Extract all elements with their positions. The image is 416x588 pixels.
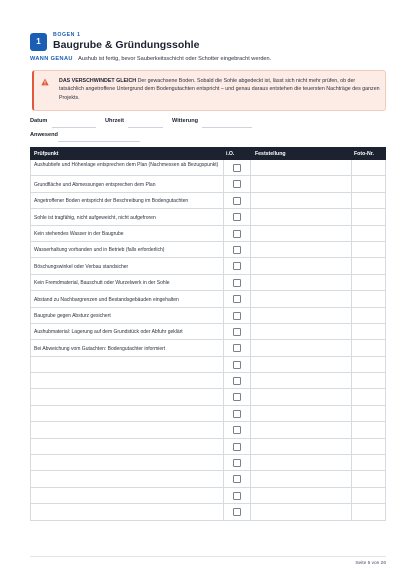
witterung-label: Witterung [172, 118, 199, 124]
io-checkbox[interactable] [233, 213, 241, 221]
io-cell [224, 406, 251, 421]
feststellung-cell[interactable] [251, 340, 352, 355]
uhrzeit-field[interactable] [128, 127, 163, 128]
pruefpunkt-text: Baugrube gegen Absturz gesichert [34, 313, 111, 320]
feststellung-cell[interactable] [251, 389, 352, 404]
io-cell [224, 242, 251, 257]
table-row [30, 176, 386, 192]
pruefpunkt-cell [31, 308, 224, 323]
pruefpunkt-cell [31, 504, 224, 519]
io-checkbox[interactable] [233, 295, 241, 303]
pruefpunkt-cell [31, 488, 224, 503]
io-checkbox[interactable] [233, 164, 241, 172]
io-checkbox[interactable] [233, 443, 241, 451]
io-checkbox[interactable] [233, 475, 241, 483]
io-cell [224, 258, 251, 273]
table-row [30, 406, 386, 422]
col-foto: Foto-Nr. [354, 151, 374, 157]
pruefpunkt-cell [31, 291, 224, 306]
table-row [30, 455, 386, 471]
io-cell [224, 504, 251, 519]
io-checkbox[interactable] [233, 246, 241, 254]
warning-heading: DAS VERSCHWINDET GLEICH [59, 78, 137, 84]
table-row [30, 275, 386, 291]
io-cell [224, 324, 251, 339]
table-row [30, 389, 386, 405]
datum-label: Datum [30, 118, 48, 124]
meta-fields [30, 118, 386, 142]
io-cell [224, 176, 251, 191]
section-kicker: BOGEN 1 [53, 32, 81, 38]
io-cell [224, 357, 251, 372]
when-line [30, 56, 271, 62]
io-checkbox[interactable] [233, 230, 241, 238]
pruefpunkt-text: Sohle ist tragfähig, nicht aufgeweicht, nicht aufgefroren [34, 214, 156, 221]
io-cell [224, 471, 251, 486]
pruefpunkt-cell [31, 209, 224, 224]
table-row [30, 308, 386, 324]
when-text: Aushub ist fertig, bevor Sauberkeitsschicht oder Schotter eingebracht werden. [78, 56, 272, 62]
pruefpunkt-cell [31, 455, 224, 470]
io-cell [224, 193, 251, 208]
table-row [30, 193, 386, 209]
table-row [30, 258, 386, 274]
footer-divider [30, 556, 386, 557]
pruefpunkt-text: Kein Fremdmaterial, Bauschutt oder Wurzelwerk in der Sohle [34, 280, 170, 287]
io-checkbox[interactable] [233, 197, 241, 205]
io-cell [224, 373, 251, 388]
table-row [30, 373, 386, 389]
feststellung-cell[interactable] [251, 275, 352, 290]
section-header [30, 30, 386, 56]
feststellung-cell[interactable] [251, 357, 352, 372]
warning-body: Der gewachsene Boden. Sobald die Sohle abgedeckt ist, lässt sich nicht mehr prüfen, ob der tatsächlich angetroffene Untergrund dem Bodengutachten entspricht – und genau daraus entstehen die teuersten Nachträge des ganzen Projekts. [59, 78, 380, 101]
datum-field[interactable] [52, 127, 96, 128]
pruefpunkt-cell [31, 406, 224, 421]
io-cell [224, 455, 251, 470]
io-cell [224, 275, 251, 290]
pruefpunkt-cell [31, 373, 224, 388]
col-pruefpunkt: Prüfpunkt [34, 151, 59, 157]
io-checkbox[interactable] [233, 361, 241, 369]
section-number-badge: 1 [30, 33, 47, 51]
io-checkbox[interactable] [233, 426, 241, 434]
pruefpunkt-text: Aushubmaterial: Lagerung auf dem Grundstück oder Abfuhr geklärt [34, 329, 183, 336]
io-checkbox[interactable] [233, 312, 241, 320]
io-cell [224, 308, 251, 323]
io-cell [224, 488, 251, 503]
page-number: Seite 5 von 26 [355, 561, 386, 566]
warning-text [59, 77, 381, 102]
pruefpunkt-cell [31, 340, 224, 355]
io-checkbox[interactable] [233, 393, 241, 401]
table-row [30, 504, 386, 520]
feststellung-cell[interactable] [251, 291, 352, 306]
pruefpunkt-text: Aushubtiefe und Höhenlage entsprechen dem Plan (Nachmessen ab Bezugspunkt) [34, 161, 219, 168]
feststellung-cell[interactable] [251, 488, 352, 503]
io-cell [224, 160, 251, 175]
table-row [30, 439, 386, 455]
pruefpunkt-text: Böschungswinkel oder Verbau standsicher [34, 263, 129, 270]
pruefpunkt-cell [31, 275, 224, 290]
page-title: Baugrube & Gründungssohle [53, 39, 200, 51]
feststellung-cell[interactable] [251, 193, 352, 208]
feststellung-cell[interactable] [251, 209, 352, 224]
feststellung-cell[interactable] [251, 308, 352, 323]
feststellung-cell[interactable] [251, 324, 352, 339]
uhrzeit-label: Uhrzeit [105, 118, 124, 124]
table-row [30, 226, 386, 242]
table-row [30, 357, 386, 373]
table-row [30, 324, 386, 340]
pruefpunkt-cell [31, 439, 224, 454]
checklist-table [30, 160, 386, 521]
pruefpunkt-cell [31, 258, 224, 273]
pruefpunkt-cell [31, 193, 224, 208]
io-checkbox[interactable] [233, 180, 241, 188]
io-cell [224, 226, 251, 241]
feststellung-cell[interactable] [251, 422, 352, 437]
io-checkbox[interactable] [233, 508, 241, 516]
feststellung-cell[interactable] [251, 160, 352, 175]
io-cell [224, 340, 251, 355]
pruefpunkt-text: Angetroffener Boden entspricht der Beschreibung im Bodengutachten [34, 198, 189, 205]
table-row [30, 242, 386, 258]
feststellung-cell[interactable] [251, 176, 352, 191]
feststellung-cell[interactable] [251, 439, 352, 454]
feststellung-cell[interactable] [251, 242, 352, 257]
pruefpunkt-text: Bei Abweichung vom Gutachten: Bodengutachter informiert [34, 345, 166, 352]
pruefpunkt-text: Wasserhaltung vorhanden und in Betrieb (falls erforderlich) [34, 247, 165, 254]
table-row [30, 291, 386, 307]
feststellung-cell[interactable] [251, 258, 352, 273]
witterung-field[interactable] [202, 127, 252, 128]
table-row [30, 209, 386, 225]
io-checkbox[interactable] [233, 492, 241, 500]
io-checkbox[interactable] [233, 279, 241, 287]
feststellung-cell[interactable] [251, 373, 352, 388]
io-checkbox[interactable] [233, 328, 241, 336]
pruefpunkt-cell [31, 422, 224, 437]
io-cell [224, 291, 251, 306]
pruefpunkt-cell [31, 357, 224, 372]
feststellung-cell[interactable] [251, 226, 352, 241]
table-header [30, 147, 386, 160]
anwesend-field[interactable] [58, 141, 140, 142]
pruefpunkt-cell [31, 226, 224, 241]
pruefpunkt-text: Grundfläche und Abmessungen entsprechen dem Plan [34, 181, 156, 188]
table-row [30, 422, 386, 438]
pruefpunkt-cell [31, 160, 224, 175]
table-row [30, 488, 386, 504]
io-cell [224, 209, 251, 224]
feststellung-cell[interactable] [251, 504, 352, 519]
anwesend-label: Anwesend [30, 132, 58, 138]
col-io: i.O. [226, 151, 235, 157]
pruefpunkt-text: Kein stehendes Wasser in der Baugrube [34, 231, 124, 238]
col-feststellung: Feststellung [255, 151, 286, 157]
io-cell [224, 439, 251, 454]
feststellung-cell[interactable] [251, 406, 352, 421]
io-cell [224, 389, 251, 404]
feststellung-cell[interactable] [251, 455, 352, 470]
io-checkbox[interactable] [233, 377, 241, 385]
io-checkbox[interactable] [233, 262, 241, 270]
pruefpunkt-cell [31, 389, 224, 404]
table-row [30, 340, 386, 356]
pruefpunkt-cell [31, 176, 224, 191]
pruefpunkt-cell [31, 242, 224, 257]
warning-triangle-icon [41, 78, 49, 86]
pruefpunkt-text: Abstand zu Nachbargrenzen und Bestandsgebäuden eingehalten [34, 296, 179, 303]
table-row [30, 471, 386, 487]
pruefpunkt-cell [31, 471, 224, 486]
when-label: WANN GENAU [30, 56, 73, 62]
io-checkbox[interactable] [233, 344, 241, 352]
table-row [30, 160, 386, 176]
warning-box [32, 70, 386, 111]
pruefpunkt-cell [31, 324, 224, 339]
io-checkbox[interactable] [233, 410, 241, 418]
io-cell [224, 422, 251, 437]
feststellung-cell[interactable] [251, 471, 352, 486]
io-checkbox[interactable] [233, 459, 241, 467]
